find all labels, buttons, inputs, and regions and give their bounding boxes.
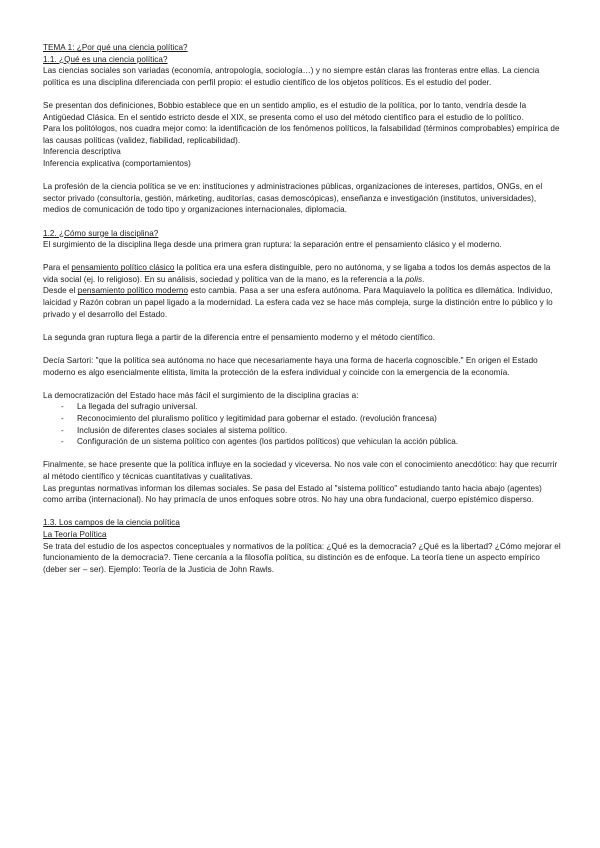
polis-term: polis xyxy=(405,274,423,284)
list-item: - Configuración de un sistema político con agentes (los partidos políticos) que vehiculan la acción pública. xyxy=(43,436,561,448)
modern-thought-term: pensamiento político moderno xyxy=(77,286,189,296)
s1-paragraph-4: Inferencia descriptiva xyxy=(43,147,121,157)
s1-paragraph-3: Para los politólogos, nos cuadra mejor como: la identificación de los fenómenos políticos, la falsabilidad (términos comprobables) empírica de las causas políticas (validez, fiabilidad, replicabilidad). xyxy=(43,124,560,145)
list-item: - Reconocimiento del pluralismo político y legitimidad para gobernar el estado. (revolución francesa) xyxy=(43,413,561,425)
list-item: - Inclusión de diferentes clases sociales al sistema político. xyxy=(43,425,561,437)
s3-paragraph-1: Se trata del estudio de los aspectos conceptuales y normativos de la política: ¿Qué es la democracia? ¿Qué es la libertad? ¿Cómo mejorar el funcionamiento de la democracia?. Tiene cercanía a la filosofía política, su distinción es de enfoque. La teoría tiene un aspecto empírico (deber ser – ser). Ejemplo: Teoría de la Justicia de John Rawls. xyxy=(43,541,561,574)
section-2-heading: 1.2. ¿Cómo surge la disciplina? xyxy=(43,228,159,238)
s1-paragraph-2: Se presentan dos definiciones, Bobbio establece que en un sentido amplio, es el estudio de la política, por lo tanto, vendría desde la Antigüedad Clásica. En el sentido estricto desde el XIX, se presenta como el uso del método científico para el estudio de lo político. xyxy=(43,100,527,122)
s2-paragraph-5: Decía Sartori: "que la política sea autónoma no hace que necesariamente haya una forma de hacerla cognoscible." En origen el Estado moderno es algo esencialmente elitista, limita la protección de la esfera individual y coincide con la emergencia de la economía. xyxy=(43,356,538,377)
s2-paragraph-4: La segunda gran ruptura llega a partir de la diferencia entre el pensamiento moderno y el método científico. xyxy=(43,332,436,342)
s2-paragraph-6: La democratización del Estado hace más fácil el surgimiento de la disciplina gracias a: xyxy=(43,390,359,400)
list-item: - La llegada del sufragio universal. xyxy=(43,401,561,413)
s2-paragraph-8: Las preguntas normativas informan los dilemas sociales. Se pasa del Estado al "sistema político" estudiando tanto hacia abajo (agentes) como arriba (internacional). No hay primacía de unos enfoques sobre otros. No hay una obra fundacional, cuerpo epistémico disperso. xyxy=(43,483,542,505)
s2-paragraph-7: Finalmente, se hace presente que la política influye en la sociedad y viceversa. No nos vale con el conocimiento anecdótico: hay que recurrir al método científico y técnicas cuantitativas y cualitativas. xyxy=(43,460,558,481)
s2-paragraph-1: El surgimiento de la disciplina llega desde una primera gran ruptura: la separación entre el pensamiento clásico y el moderno. xyxy=(43,240,502,250)
section-3-subheading: La Teoría Política xyxy=(43,529,107,539)
s2-paragraph-2: Para el pensamiento político clásico la política era una esfera distinguible, pero no autónoma, y se ligaba a todos los demás aspectos de la vida social (ej. lo religioso). En su análisis, sociedad y política van de la mano, es la referencia a la polis. xyxy=(43,263,551,284)
section-1-heading: 1.1. ¿Qué es una ciencia política? xyxy=(43,54,168,64)
s2-paragraph-3: Desde el pensamiento político moderno esto cambia. Pasa a ser una esfera autónoma. Para Maquiavelo la política es dilemática. Individuo, laicidad y Razón cobran un papel ligado a la modernidad. La esfera cada vez se hace más compleja, surge la distinción entre lo público y lo privado y el desarrollo del Estado. xyxy=(43,286,553,319)
document-title: TEMA 1: ¿Por qué una ciencia política? xyxy=(43,43,188,52)
classical-thought-term: pensamiento político clásico xyxy=(71,263,175,273)
democratization-list xyxy=(43,401,561,447)
section-3-heading: 1.3. Los campos de la ciencia política xyxy=(43,518,180,528)
s1-paragraph-1: Las ciencias sociales son variadas (economía, antropología, sociología…) y no siempre están claras las fronteras entre ellas. La ciencia política es una disciplina diferenciada con perfil propio: el estudio científico de los objetos políticos. Es el estudio del poder. xyxy=(43,66,540,87)
s1-paragraph-5: Inferencia explicativa (comportamientos) xyxy=(43,158,191,168)
s1-paragraph-6: La profesión de la ciencia política se ve en: instituciones y administraciones públicas, organizaciones de intereses, partidos, ONGs, en el sector privado (consultoría, gestión, márketing, auditorías, casas demoscópicas), enseñanza e investigación (institutos, universidades), medios de comunicación de todo tipo y organizaciones internacionales, diplomacia. xyxy=(43,182,543,215)
document-page xyxy=(43,42,561,575)
